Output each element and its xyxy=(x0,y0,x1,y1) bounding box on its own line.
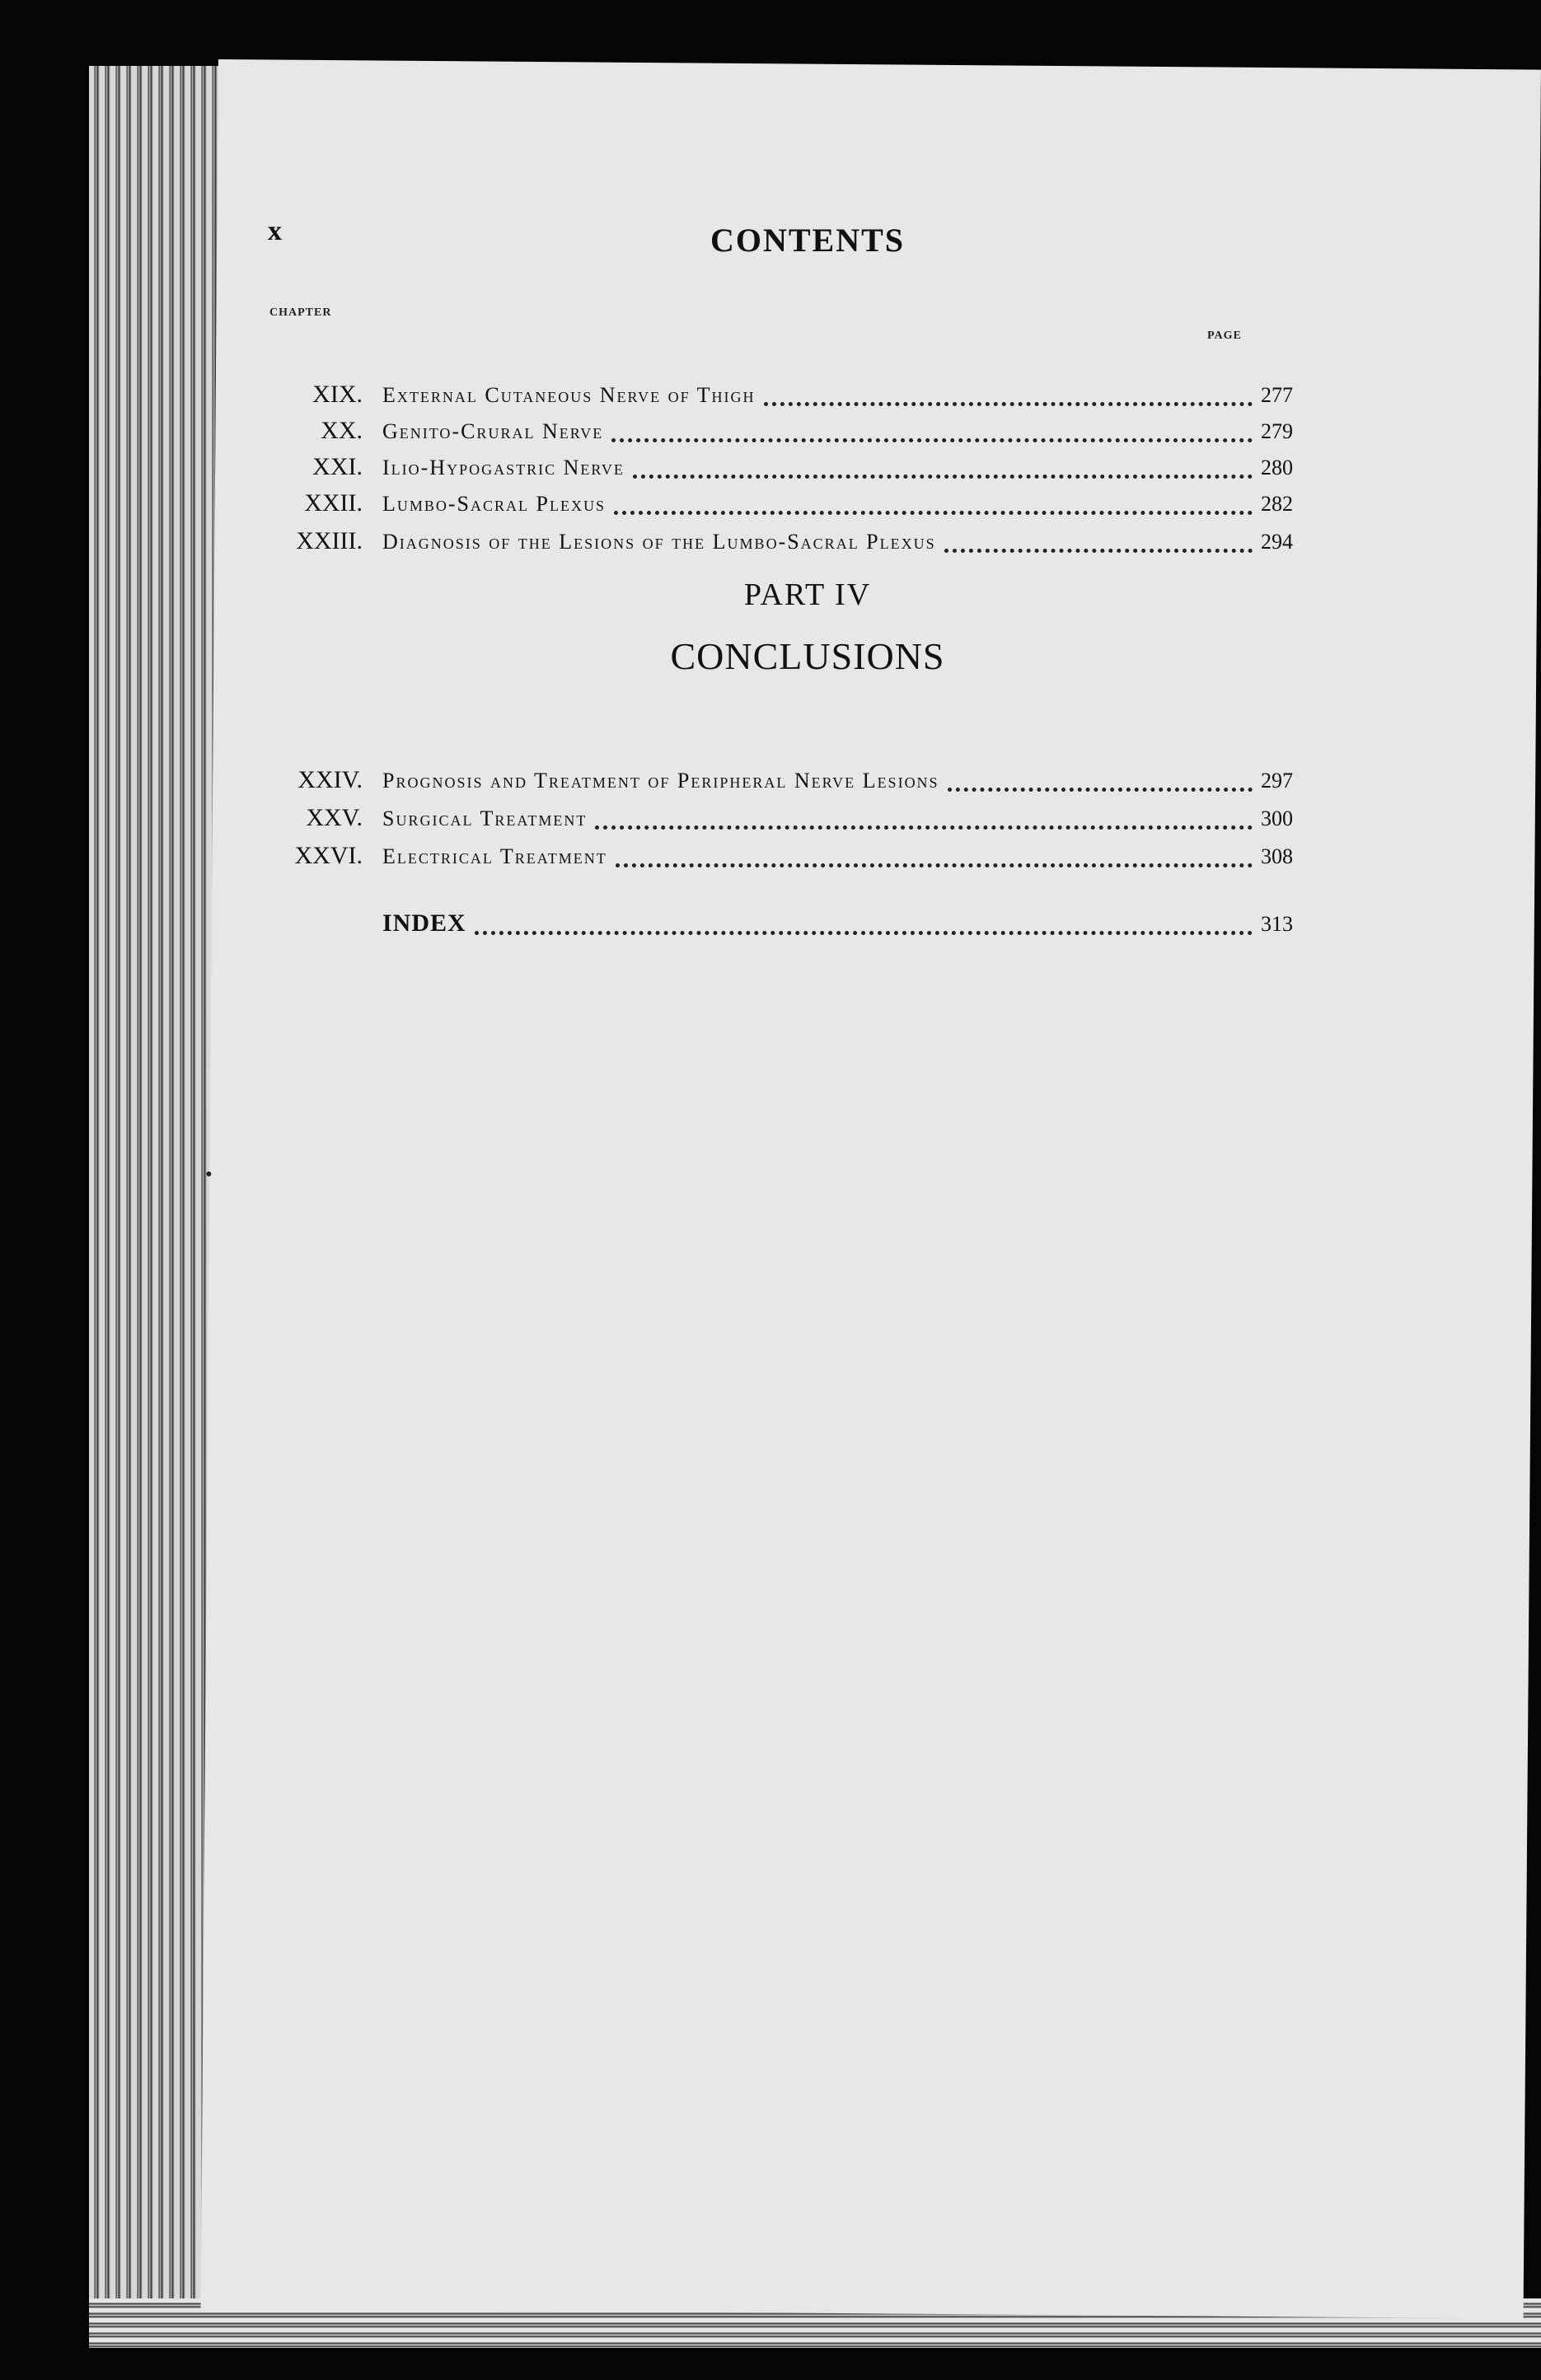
part-label: PART IV xyxy=(743,577,872,612)
stray-ink-mark xyxy=(206,1171,211,1176)
toc-entry xyxy=(247,453,1319,489)
chapter-number: XXIII. xyxy=(296,527,363,554)
toc-entry xyxy=(247,527,1319,563)
toc-entry xyxy=(247,804,1319,840)
chapter-title: Ilio-Hypogastric Nerve xyxy=(382,456,625,479)
chapter-number: XIX. xyxy=(312,381,363,408)
toc-entry xyxy=(247,842,1319,878)
chapter-number: XXV. xyxy=(306,804,363,831)
dot-leader xyxy=(948,788,1253,792)
dot-leader xyxy=(764,402,1253,406)
dot-leader xyxy=(475,931,1253,935)
chapter-number: XXII. xyxy=(304,489,363,517)
page-number: 277 xyxy=(1261,383,1293,407)
dot-leader xyxy=(611,438,1253,442)
chapter-column-header: CHAPTER xyxy=(269,306,332,319)
chapter-number: XXVI. xyxy=(294,842,363,869)
chapter-title: Electrical Treatment xyxy=(382,844,607,868)
chapter-title: Genito-Crural Nerve xyxy=(382,419,604,443)
page-number: 313 xyxy=(1261,912,1293,936)
chapter-number: XXI. xyxy=(312,453,363,480)
page-number: 282 xyxy=(1261,492,1293,516)
toc-entry xyxy=(247,766,1319,802)
dot-leader xyxy=(614,511,1253,515)
chapter-title: Surgical Treatment xyxy=(382,807,588,830)
index-label: INDEX xyxy=(382,909,466,937)
page-number: 294 xyxy=(1261,530,1293,554)
page-number: 297 xyxy=(1261,769,1293,793)
contents-title: CONTENTS xyxy=(710,222,906,259)
toc-entry xyxy=(247,417,1319,453)
chapter-number: XX. xyxy=(321,417,363,444)
page-number: 300 xyxy=(1261,807,1293,830)
toc-index-entry xyxy=(247,909,1319,946)
dot-leader xyxy=(633,475,1253,479)
dot-leader xyxy=(595,825,1253,830)
page-number: 280 xyxy=(1261,456,1293,479)
page-number: 308 xyxy=(1261,844,1293,868)
chapter-number: XXIV. xyxy=(297,766,363,793)
dot-leader xyxy=(616,863,1253,867)
part-title: CONCLUSIONS xyxy=(670,635,945,677)
chapter-title: Prognosis and Treatment of Peripheral Nerve Lesions xyxy=(382,769,939,793)
page-column-header: PAGE xyxy=(1207,330,1242,342)
dot-leader xyxy=(944,549,1253,553)
chapter-title: Lumbo-Sacral Plexus xyxy=(382,492,606,516)
page-number: 279 xyxy=(1261,419,1293,443)
toc-entry xyxy=(247,381,1319,417)
toc-entry xyxy=(247,489,1319,526)
chapter-title: Diagnosis of the Lesions of the Lumbo-Sacral Plexus xyxy=(382,530,936,554)
running-head-page-number: x xyxy=(268,216,282,246)
chapter-title: External Cutaneous Nerve of Thigh xyxy=(382,383,756,407)
